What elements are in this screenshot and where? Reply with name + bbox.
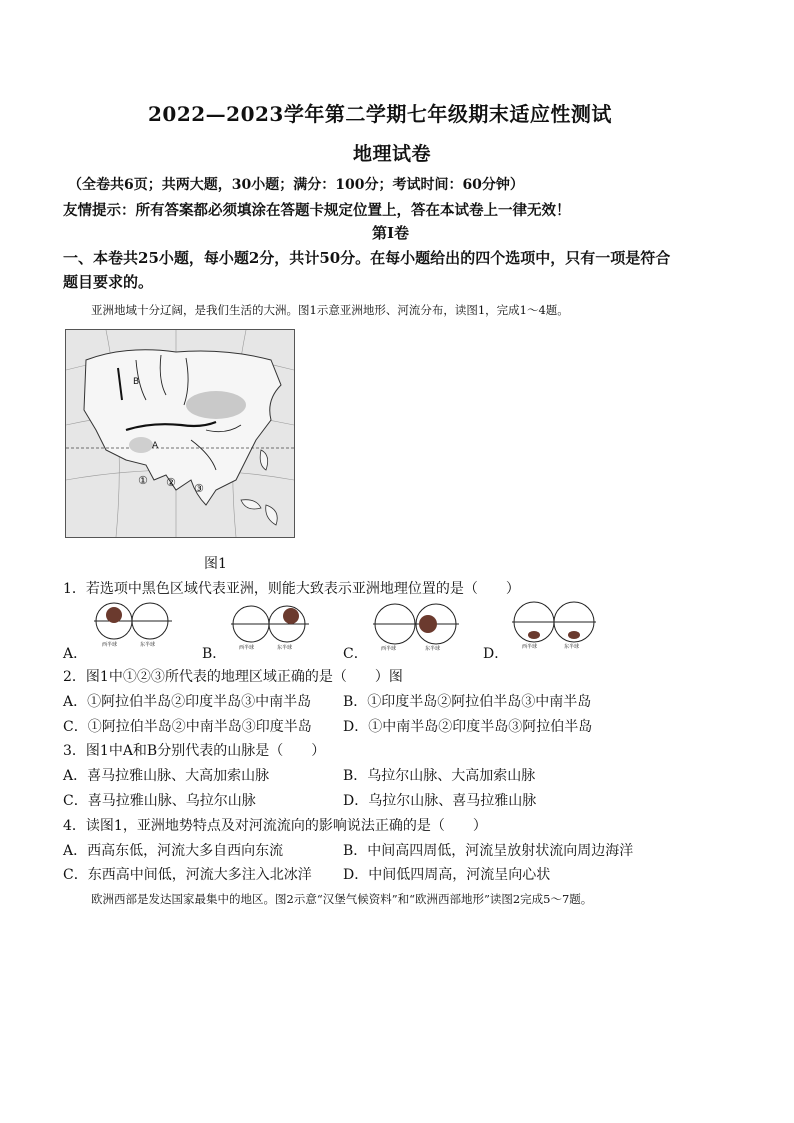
volume-heading: 第Ⅰ卷	[372, 224, 410, 242]
section-instruction-line2: 题目要求的。	[63, 273, 154, 291]
q1-c-east: 东半球	[425, 646, 441, 652]
q4-option-b: B．中间高四周低，河流呈放射状流向周边海洋	[343, 843, 634, 859]
q3-option-a: A．喜马拉雅山脉、大高加索山脉	[63, 768, 270, 784]
q1-option-c-globes	[373, 602, 463, 654]
map-label-1: ①	[138, 474, 148, 487]
q3-option-b: B．乌拉尔山脉、大高加索山脉	[343, 768, 536, 784]
map-label-a: A	[152, 441, 159, 451]
q2-option-d: D．①中南半岛②印度半岛③阿拉伯半岛	[343, 719, 593, 735]
q1-stem: 1．若选项中黑色区域代表亚洲，则能大致表示亚洲地理位置的是（ ）	[63, 581, 520, 597]
q1-d-west: 西半球	[522, 644, 538, 650]
exam-subject: 地理试卷	[353, 143, 432, 165]
q2-stem: 2．图1中①②③所代表的地理区域正确的是（ ）图	[63, 669, 403, 685]
q1-a-east: 东半球	[140, 642, 156, 648]
exam-info: （全卷共6页；共两大题，30小题；满分：100分；考试时间：60分钟）	[68, 177, 524, 193]
q1-option-b-label: B．	[202, 646, 227, 662]
exam-title: 2022—2023学年第二学期七年级期末适应性测试	[148, 102, 612, 126]
q1-option-b-globes	[231, 604, 311, 654]
q3-option-d: D．乌拉尔山脉、喜马拉雅山脉	[343, 793, 537, 809]
q1-a-west: 西半球	[102, 642, 118, 648]
q1-option-d-label: D．	[483, 646, 509, 662]
q4-option-c: C．东西高中间低，河流大多注入北冰洋	[63, 867, 312, 883]
asia-map-figure	[65, 329, 295, 538]
q1-b-west: 西半球	[239, 645, 255, 651]
q1-b-east: 东半球	[277, 645, 293, 651]
intro-text-2: 欧洲西部是发达国家最集中的地区。图2示意“汉堡气候资料”和“欧洲西部地形”读图2完成5～7题。	[91, 892, 593, 906]
q4-option-a: A．西高东低，河流大多自西向东流	[63, 843, 284, 859]
q1-option-d-globes	[512, 600, 602, 652]
figure1-caption: 图1	[204, 556, 227, 572]
section-instruction-line1: 一、本卷共25小题，每小题2分，共计50分。在每小题给出的四个选项中，只有一项是符合	[63, 249, 671, 267]
friendly-tip: 友情提示：所有答案都必须填涂在答题卡规定位置上，答在本试卷上一律无效！	[63, 202, 571, 219]
map-label-b: B	[133, 377, 140, 387]
q1-option-a-label: A．	[63, 646, 88, 662]
q4-stem: 4．读图1，亚洲地势特点及对河流流向的影响说法正确的是（ ）	[63, 818, 487, 834]
q2-option-b: B．①印度半岛②阿拉伯半岛③中南半岛	[343, 694, 592, 710]
q3-option-c: C．喜马拉雅山脉、乌拉尔山脉	[63, 793, 256, 809]
q1-c-west: 西半球	[381, 646, 397, 652]
intro-text-1: 亚洲地域十分辽阔，是我们生活的大洲。图1示意亚洲地形、河流分布，读图1，完成1～4题。	[91, 303, 569, 317]
q1-option-c-label: C．	[343, 646, 368, 662]
map-label-2: ②	[166, 476, 176, 489]
q1-d-east: 东半球	[564, 644, 580, 650]
q2-option-c: C．①阿拉伯半岛②中南半岛③印度半岛	[63, 719, 312, 735]
q1-option-a-globes	[94, 601, 174, 651]
q3-stem: 3．图1中A和B分别代表的山脉是（ ）	[63, 743, 326, 759]
q4-option-d: D．中间低四周高，河流呈向心状	[343, 867, 551, 883]
map-label-3: ③	[194, 482, 204, 495]
q2-option-a: A．①阿拉伯半岛②印度半岛③中南半岛	[63, 694, 312, 710]
asia-map-drawing	[66, 330, 294, 537]
